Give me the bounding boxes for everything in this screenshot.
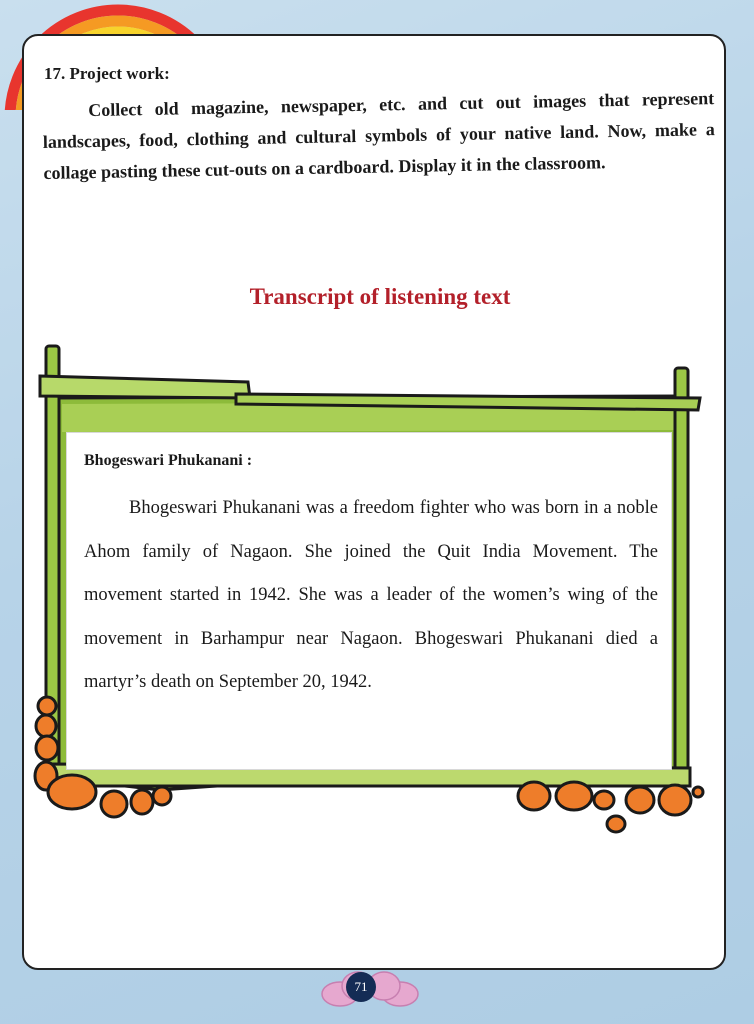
page-number: 71 [346, 972, 376, 1002]
transcript-title: Transcript of listening text [249, 284, 511, 309]
project-instructions: Collect old magazine, newspaper, etc. and cut out images that represent landscapes, food, clothing and cultural symbols of your native land. Now, make a collage pasting these cut-outs on a cardboard. Display it in the classroom. [42, 88, 715, 183]
top-bar-left [40, 376, 250, 398]
stones-right [518, 782, 703, 832]
story-title: Bhogeswari Phukanani : [84, 452, 253, 469]
project-heading: 17. Project work: [44, 64, 170, 83]
right-pole [675, 368, 688, 786]
story-text: Bhogeswari Phukanani was a freedom fighter who was born in a noble Ahom family of Nagaon. She joined the Quit India Movement. The movement started in 1942. She was a leader of the women’s wing of the movement in Barhampur near Nagaon. Bhogeswari Phukanani died a martyr’s death on September 20, 1942. [84, 498, 658, 692]
